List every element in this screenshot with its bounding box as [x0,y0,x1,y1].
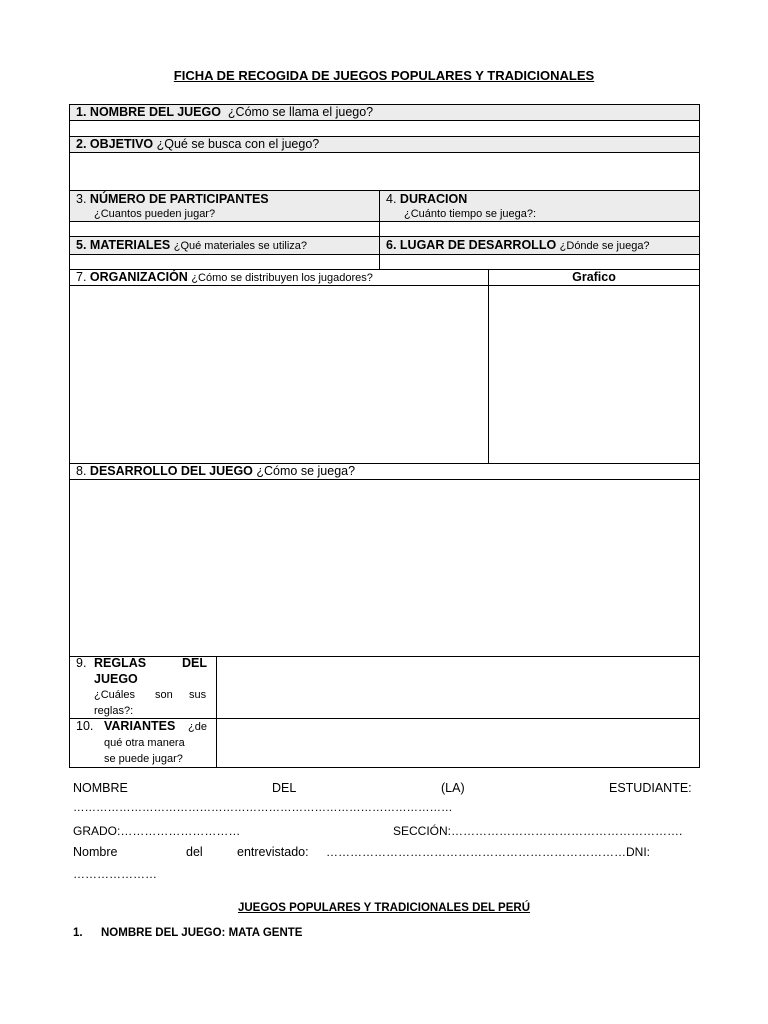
field-label: ORGANIZACIÓN [89,270,188,284]
field-participantes [76,192,269,207]
field-number: 2. [76,137,87,151]
field-label: LUGAR DE DESARROLLO [399,238,557,252]
footer-entrevistado-c: entrevistado: [237,845,309,859]
hline [69,656,700,657]
field-hint: ¿Cómo se llama el juego? [227,105,374,119]
field-duracion [386,192,467,207]
vline-mid [379,190,380,269]
field-hint: son [155,689,173,701]
field-reglas-label-b: DEL [182,656,207,670]
vline-reglas [216,656,217,767]
field-number: 7. [76,270,87,284]
field-label: MATERIALES [89,238,171,252]
list-item-text: NOMBRE DEL JUEGO: MATA GENTE [101,927,303,939]
field-hint: ¿Qué se busca con el juego? [156,137,320,151]
field-hint: ¿Qué materiales se utiliza? [173,240,308,252]
field-hint: ¿de [188,721,207,733]
hline [69,152,700,153]
table-border-right [699,104,700,768]
field-hint: ¿Cuáles [94,689,135,701]
footer-nombre-b: DEL [272,781,297,795]
field-hint: ¿Cuánto tiempo se juega?: [404,208,537,220]
field-hint: qué otra manera [104,737,185,749]
hline [69,479,700,480]
field-materiales [76,238,307,254]
form-title: FICHA DE RECOGIDA DE JUEGOS POPULARES Y TRADICIONALES [173,68,595,83]
field-objetivo [76,137,319,152]
field-label: OBJETIVO [89,137,154,151]
hline [69,190,700,191]
list-item-number: 1. [73,927,83,939]
footer-nombre-c: (LA) [441,781,465,795]
field-hint: se puede jugar? [104,753,183,765]
field-reglas-label-c: JUEGO [94,672,138,686]
field-number: 3. [76,192,87,206]
field-reglas-label-a: REGLAS [94,656,147,670]
hline [69,767,700,768]
footer-entrevistado-b: del [186,845,203,859]
section-heading: JUEGOS POPULARES Y TRADICIONALES DEL PERÚ [237,902,531,914]
field-hint: ¿Cuantos pueden jugar? [94,208,216,220]
field-label: NÚMERO DE PARTICIPANTES [89,192,269,206]
field-label: DURACION [399,192,468,206]
field-number: 5. [76,238,87,252]
field-number: 1. [76,105,87,119]
field-label: DESARROLLO DEL JUEGO [89,464,253,478]
field-number: 6. [386,238,397,252]
table-border-left [69,104,70,768]
field-hint: ¿Dónde se juega? [559,240,650,252]
footer-entrevistado-dni: …………………………………………………………………DNI: [326,845,650,859]
field-hint: sus [189,689,207,701]
footer-nombre-d: ESTUDIANTE: [609,781,692,795]
hline [69,236,700,237]
footer-entrevistado-a: Nombre [73,845,118,859]
field-number: 8. [76,464,87,478]
field-reglas-number: 9. [76,656,87,670]
field-label: NOMBRE DEL JUEGO [89,105,221,119]
grafico-header: Grafico [572,270,616,284]
field-nombre-juego [76,105,373,120]
field-number: 4. [386,192,397,206]
footer-grado: GRADO:………………………… [73,824,241,838]
field-organizacion [76,270,373,286]
field-variantes-label: VARIANTES [104,719,176,733]
footer-nombre-a: NOMBRE [73,781,128,795]
hline [69,120,700,121]
hline [69,254,700,255]
footer-dots-line: ……………………………………………………………………………………… [73,802,453,814]
field-lugar [386,238,650,254]
field-hint: ¿Cómo se distribuyen los jugadores? [191,272,373,284]
field-hint: reglas?: [94,705,134,717]
footer-seccion: SECCIÓN:…………………………………………………. [393,824,683,838]
field-desarrollo [76,464,355,479]
vline-grafico [488,269,489,463]
field-variantes-number: 10. [76,719,94,733]
footer-dots-dni: ………………… [73,867,157,881]
field-hint: ¿Cómo se juega? [256,464,356,478]
